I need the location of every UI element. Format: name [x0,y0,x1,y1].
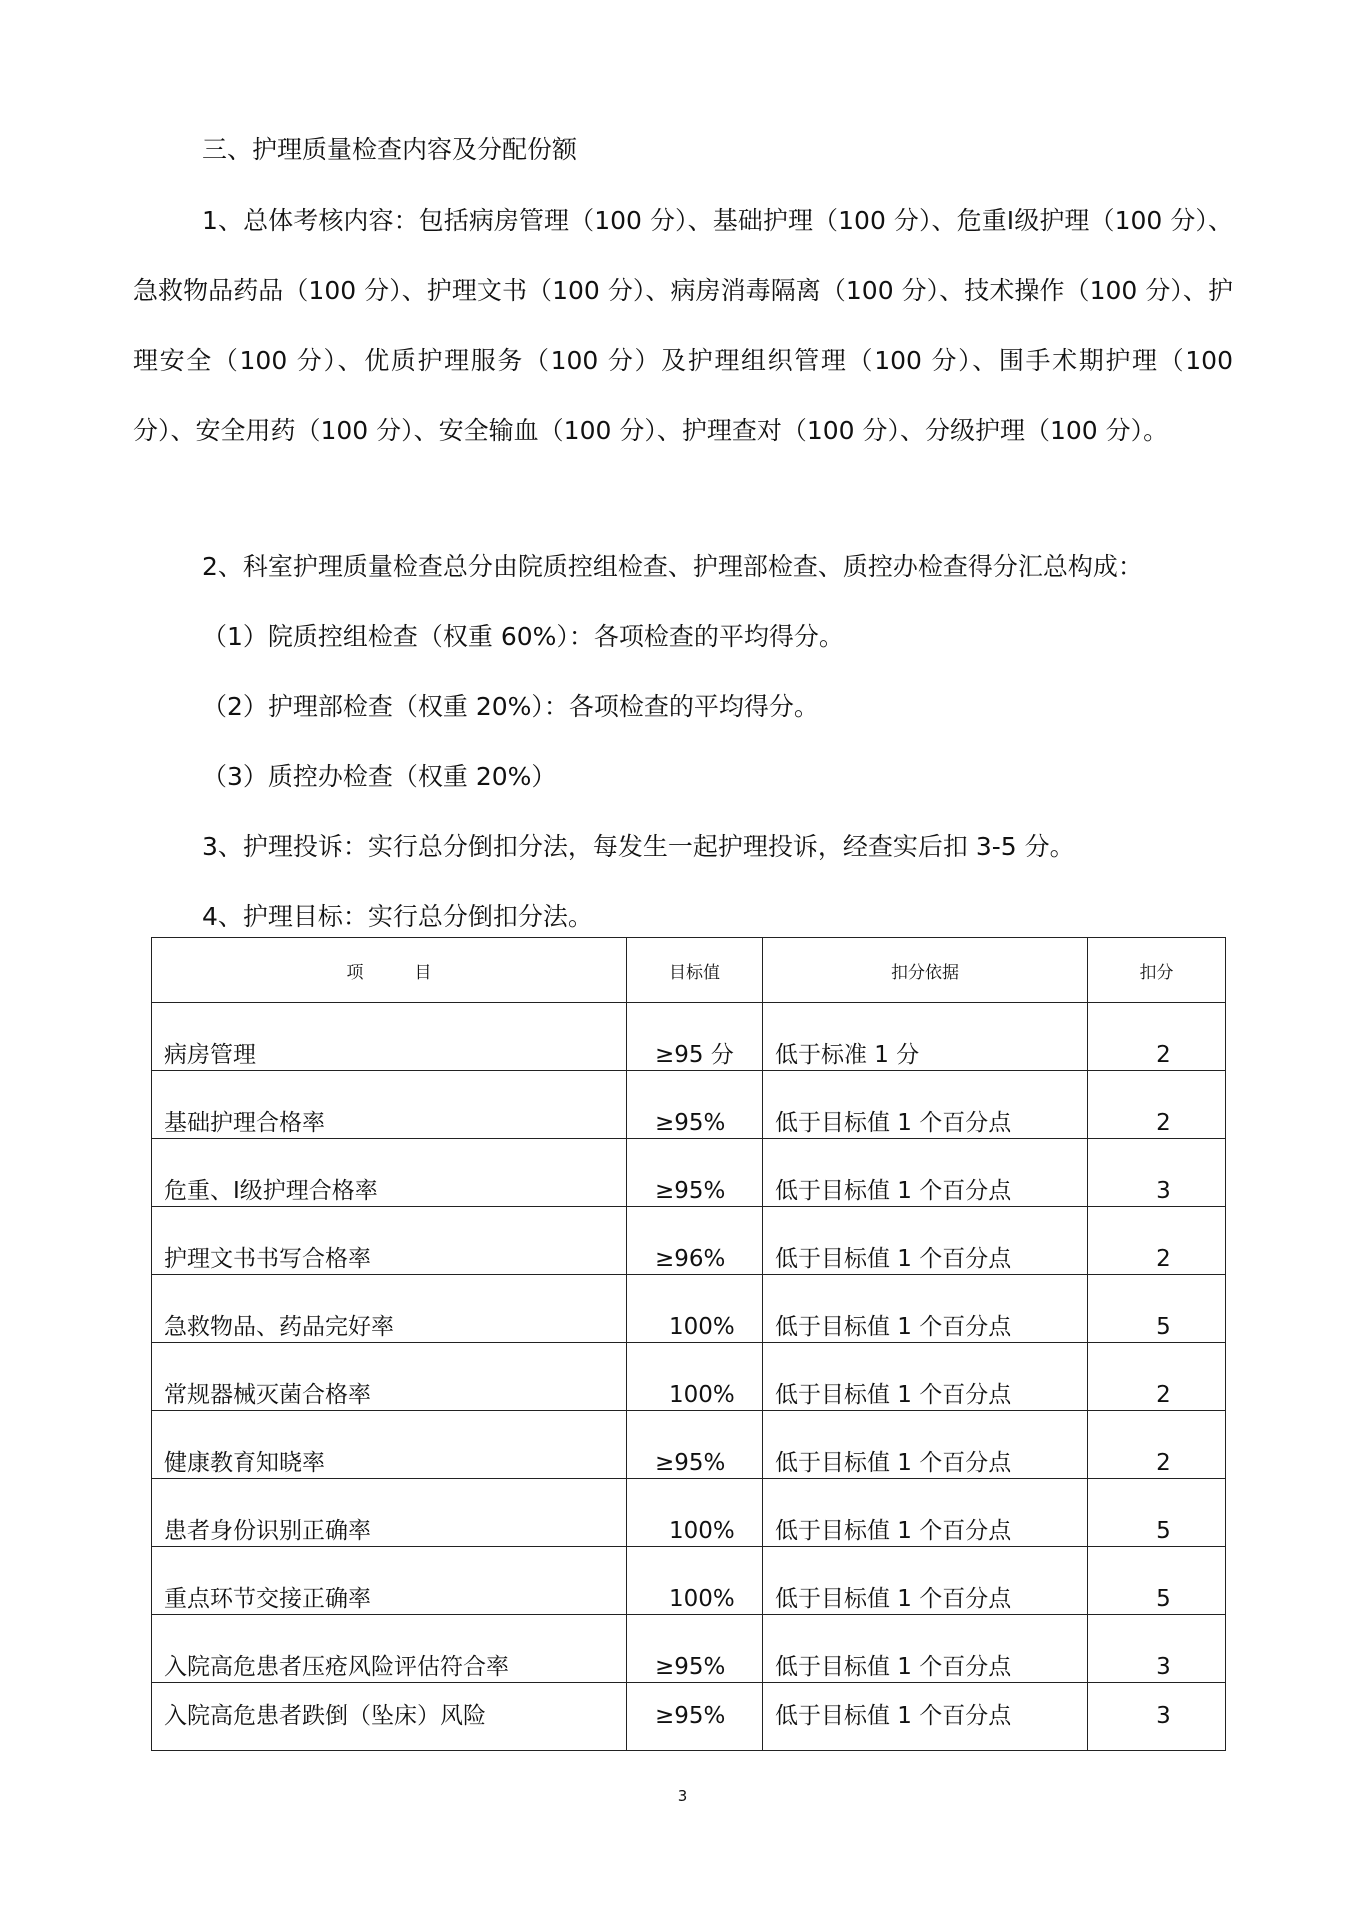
cell-basis: 低于目标值 1 个百分点 [763,1139,1088,1207]
cell-item: 危重、Ⅰ级护理合格率 [152,1139,627,1207]
cell-item: 病房管理 [152,1003,627,1071]
table-row [152,1547,1226,1615]
cell-target: 100% [627,1547,763,1615]
page-number: 3 [677,1787,688,1805]
cell-basis: 低于目标值 1 个百分点 [763,1207,1088,1275]
table-row [152,1139,1226,1207]
table-header-row [152,938,1226,1003]
table-row [152,1411,1226,1479]
header-target: 目标值 [627,938,763,1003]
cell-item: 重点环节交接正确率 [152,1547,627,1615]
cell-item: 护理文书书写合格率 [152,1207,627,1275]
cell-basis: 低于目标值 1 个百分点 [763,1683,1088,1751]
cell-deduct: 3 [1088,1683,1226,1751]
cell-basis: 低于目标值 1 个百分点 [763,1071,1088,1139]
cell-target: ≥95 分 [627,1003,763,1071]
cell-basis: 低于目标值 1 个百分点 [763,1343,1088,1411]
cell-item: 急救物品、药品完好率 [152,1275,627,1343]
cell-item: 入院高危患者压疮风险评估符合率 [152,1615,627,1683]
table-row [152,1207,1226,1275]
cell-deduct: 3 [1088,1615,1226,1683]
cell-target: ≥96% [627,1207,763,1275]
cell-item: 常规器械灭菌合格率 [152,1343,627,1411]
cell-target: 100% [627,1275,763,1343]
cell-deduct: 5 [1088,1275,1226,1343]
cell-item: 入院高危患者跌倒（坠床）风险 [152,1683,627,1751]
weight-item-2: （2）护理部检查（权重 20%）：各项检查的平均得分。 [202,692,819,721]
weight-item-3: （3）质控办检查（权重 20%） [202,762,557,791]
cell-target: 100% [627,1479,763,1547]
cell-deduct: 2 [1088,1343,1226,1411]
table-row [152,1071,1226,1139]
paragraph-nursing-goals: 4、护理目标：实行总分倒扣分法。 [202,902,593,931]
section-title: 三、护理质量检查内容及分配份额 [202,135,578,164]
cell-target: ≥95% [627,1411,763,1479]
header-item: 项 目 [152,938,627,1003]
paragraph-overall-content-text: 1、总体考核内容：包括病房管理（100 分）、基础护理（100 分）、危重Ⅰ级护理（100 分）、急救物品药品（100 分）、护理文书（100 分）、病房消毒隔离（100 分）、技术操作（100 分）、护理安全（100 分）、优质护理服务（100 分）及护理组织管理（100 分）、围手术期护理（100 分）、安全用药（100 分）、安全输血（100 分）、护理查对（100 分）、分级护理（100 分）。 [133,206,1233,445]
cell-deduct: 2 [1088,1411,1226,1479]
cell-deduct: 2 [1088,1003,1226,1071]
weight-item-1: （1）院质控组检查（权重 60%）：各项检查的平均得分。 [202,622,844,651]
cell-target: 100% [627,1343,763,1411]
cell-item: 健康教育知晓率 [152,1411,627,1479]
cell-target: ≥95% [627,1071,763,1139]
cell-target: ≥95% [627,1683,763,1751]
cell-deduct: 5 [1088,1479,1226,1547]
cell-basis: 低于目标值 1 个百分点 [763,1275,1088,1343]
cell-basis: 低于目标值 1 个百分点 [763,1547,1088,1615]
cell-deduct: 2 [1088,1207,1226,1275]
header-basis: 扣分依据 [763,938,1088,1003]
table-row [152,1343,1226,1411]
cell-target: ≥95% [627,1139,763,1207]
paragraph-score-composition: 2、科室护理质量检查总分由院质控组检查、护理部检查、质控办检查得分汇总构成： [202,552,1143,581]
cell-basis: 低于目标值 1 个百分点 [763,1615,1088,1683]
header-deduct: 扣分 [1088,938,1226,1003]
cell-item: 患者身份识别正确率 [152,1479,627,1547]
cell-target: ≥95% [627,1615,763,1683]
paragraph-complaints: 3、护理投诉：实行总分倒扣分法，每发生一起护理投诉，经查实后扣 3-5 分。 [202,832,1075,861]
table-row [152,1615,1226,1683]
cell-item: 基础护理合格率 [152,1071,627,1139]
table-row [152,1683,1226,1751]
cell-deduct: 2 [1088,1071,1226,1139]
cell-deduct: 5 [1088,1547,1226,1615]
cell-deduct: 3 [1088,1139,1226,1207]
cell-basis: 低于目标值 1 个百分点 [763,1479,1088,1547]
cell-basis: 低于标准 1 分 [763,1003,1088,1071]
table-row [152,1003,1226,1071]
table-row [152,1275,1226,1343]
nursing-goal-table [151,937,1226,1751]
cell-basis: 低于目标值 1 个百分点 [763,1411,1088,1479]
paragraph-overall-content [133,186,1233,466]
table-row [152,1479,1226,1547]
